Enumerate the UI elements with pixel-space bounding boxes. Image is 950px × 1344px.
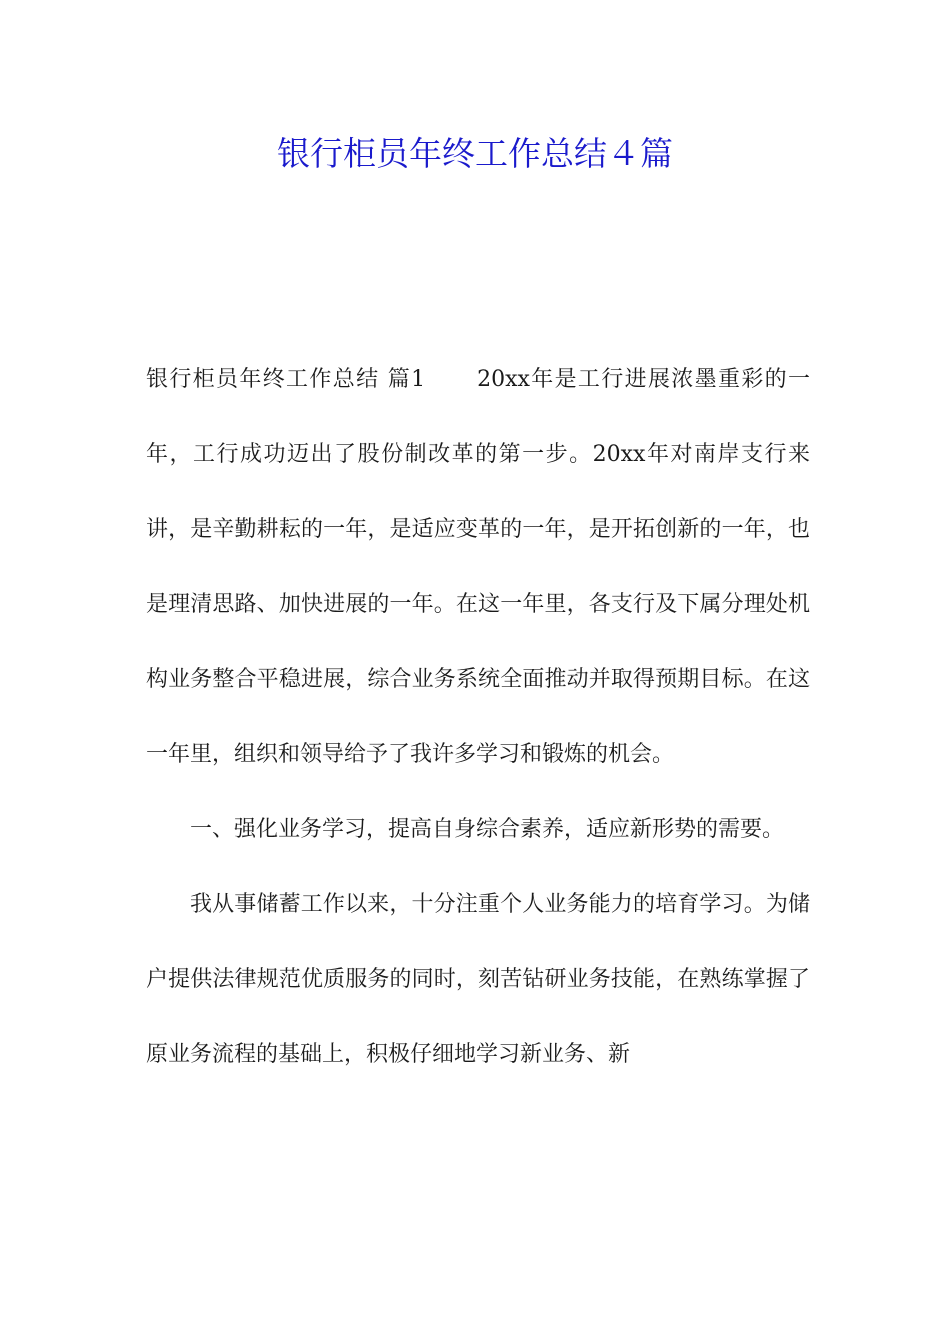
paragraph-text: 20xx年是工行进展浓墨重彩的一年，工行成功迈出了股份制改革的第一步。20xx年对南岸支行来讲，是辛勤耕耘的一年，是适应变革的一年，是开拓创新的一年，也是理清思路、加快进展的一年。在这一年里，各支行及下属分理处机构业务整合平稳进展，综合业务系统全面推动并取得预期目标。在这一年里，组织和领导给予了我许多学习和锻炼的机会。 — [146, 367, 810, 767]
document-title: 银行柜员年终工作总结４篇 — [277, 134, 673, 173]
section-label: 银行柜员年终工作总结 篇1 — [146, 367, 426, 392]
paragraph-intro — [146, 342, 810, 792]
paragraph: 我从事储蓄工作以来，十分注重个人业务能力的培育学习。为储户提供法律规范优质服务的同时，刻苦钻研业务技能，在熟练掌握了原业务流程的基础上，积极仔细地学习新业务、新 — [146, 892, 810, 1067]
paragraph-heading-1: 一、强化业务学习，提高自身综合素养，适应新形势的需要。 — [190, 817, 785, 842]
document-body — [146, 342, 810, 1092]
